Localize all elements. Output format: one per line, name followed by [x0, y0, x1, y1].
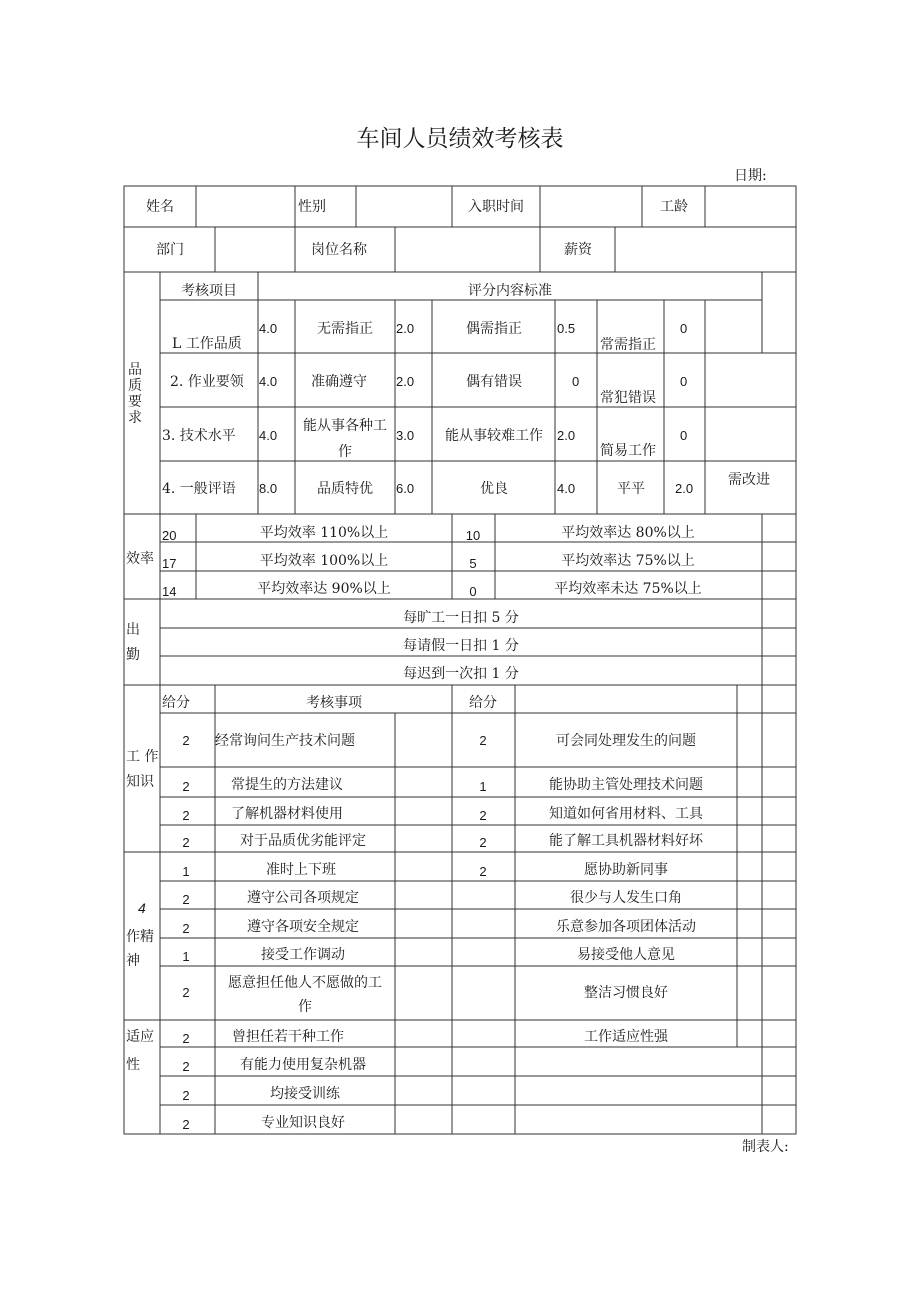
date-label: 日期:: [734, 168, 767, 184]
list-item: 每迟到一次扣 1 分: [403, 666, 519, 682]
list-item: 每请假一日扣 1 分: [403, 638, 519, 654]
salary-label: 薪资: [564, 242, 592, 258]
department-label: 部门: [156, 242, 184, 258]
hire-date-label: 入职时间: [468, 199, 524, 215]
gender-label: 性别: [298, 199, 326, 215]
name-label: 姓名: [146, 199, 174, 215]
criteria-header: 评分内容标准: [468, 283, 552, 299]
score-header: 给分: [162, 695, 190, 711]
efficiency-section-label: 效率: [126, 551, 154, 567]
footer-label: 制表人:: [742, 1139, 789, 1155]
page-title: 车间人员绩效考核表: [356, 126, 564, 152]
score-header: 给分: [469, 695, 497, 711]
item-header: 考核项目: [181, 283, 237, 299]
position-label: 岗位名称: [311, 242, 367, 258]
list-item: 每旷工一日扣 5 分: [403, 610, 519, 626]
item-header: 考核事项: [306, 695, 362, 711]
seniority-label: 工龄: [660, 199, 688, 215]
